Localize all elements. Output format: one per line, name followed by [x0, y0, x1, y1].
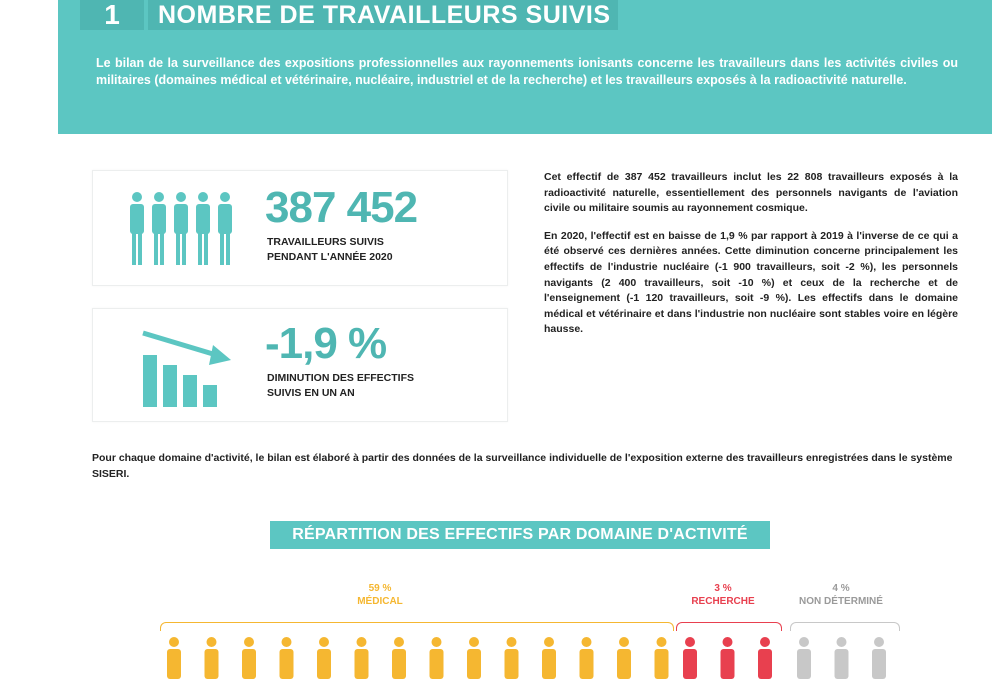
declining-bar-chart-icon	[139, 327, 239, 409]
person-figure-médical	[280, 637, 294, 679]
undetermined-pct: 4 %	[832, 583, 850, 594]
undetermined-label: NON DÉTERMINÉ	[799, 596, 883, 607]
person-figure-médical	[505, 637, 519, 679]
right-text-block	[544, 170, 958, 350]
person-figure-recherche	[683, 637, 697, 679]
person-figure-non-déterminé	[872, 637, 886, 679]
person-figure-médical	[617, 637, 631, 679]
intro-text: Le bilan de la surveillance des expositions professionnelles aux rayonnements ionisants concerne les travailleurs dans les activités civiles ou militaires (domaines médical et vétérinaire, nucléaire, industriel et de la recherche) et les travailleurs exposés à la radioactivité naturelle.	[96, 56, 958, 87]
medical-pct: 59 %	[368, 583, 392, 594]
person-figure-médical	[355, 637, 369, 679]
undetermined-bracket	[790, 622, 900, 631]
distribution-title: RÉPARTITION DES EFFECTIFS PAR DOMAINE D'ACTIVITÉ	[270, 521, 770, 549]
person-figure-médical	[430, 637, 444, 679]
person-figure-médical	[542, 637, 556, 679]
decrease-value: -1,9 %	[265, 319, 387, 368]
person-figure-recherche	[721, 637, 735, 679]
person-figure-non-déterminé	[835, 637, 849, 679]
right-paragraph-1: Cet effectif de 387 452 travailleurs inclut les 22 808 travailleurs exposés à la radioactivité naturelle, essentiellement des personnels navigants de l'aviation civile ou militaire soumis au rayonnement cosmique.	[544, 171, 958, 215]
stat-card-workers	[92, 170, 508, 286]
person-figure-médical	[655, 637, 669, 679]
person-figure-médical	[580, 637, 594, 679]
person-figure-médical	[242, 637, 256, 679]
research-pct: 3 %	[714, 583, 732, 594]
decrease-caption-line2: SUIVIS EN UN AN	[267, 387, 355, 399]
people-group-icon	[127, 191, 237, 271]
stat-card-decrease	[92, 308, 508, 422]
workers-caption-line2: PENDANT L'ANNÉE 2020	[267, 251, 393, 263]
person-figure-médical	[467, 637, 481, 679]
siseri-paragraph: Pour chaque domaine d'activité, le bilan est élaboré à partir des données de la surveillance individuelle de l'exposition externe des travailleurs enregistrées dans le système SISERI.	[92, 452, 953, 480]
medical-label: MÉDICAL	[357, 596, 403, 607]
research-label: RECHERCHE	[691, 596, 755, 607]
person-figure-médical	[205, 637, 219, 679]
medical-bracket	[160, 622, 674, 631]
section-number: 1	[80, 0, 144, 30]
undetermined-group-label	[780, 582, 902, 608]
workers-caption-line1: TRAVAILLEURS SUIVIS	[267, 236, 384, 248]
research-group-label	[668, 582, 778, 608]
decrease-caption-line1: DIMINUTION DES EFFECTIFS	[267, 372, 414, 384]
person-figure-recherche	[758, 637, 772, 679]
person-figure-médical	[317, 637, 331, 679]
people-row	[0, 636, 992, 686]
medical-group-label	[325, 582, 435, 608]
right-paragraph-2: En 2020, l'effectif est en baisse de 1,9 % par rapport à 2019 à l'inverse de ce qui a été observé ces dernières années. Cette diminution concerne principalement les effectifs de l'industrie nucléaire (-1 900 travailleurs, soit -2 %), les personnels navigants (2 400 travailleurs, soit -10 %) et ceux de la recherche et de l'enseignement (-1 120 travailleurs, soit -9 %). Les effectifs dans le domaine médical et vétérinaire et dans l'industrie non nucléaire sont stables voire en légère hausse.	[544, 229, 958, 336]
research-bracket	[676, 622, 782, 631]
decrease-caption	[267, 371, 414, 401]
person-figure-médical	[167, 637, 181, 679]
person-figure-médical	[392, 637, 406, 679]
section-title: NOMBRE DE TRAVAILLEURS SUIVIS	[148, 0, 618, 30]
workers-caption	[267, 235, 393, 265]
person-figure-non-déterminé	[797, 637, 811, 679]
workers-count: 387 452	[265, 183, 418, 232]
